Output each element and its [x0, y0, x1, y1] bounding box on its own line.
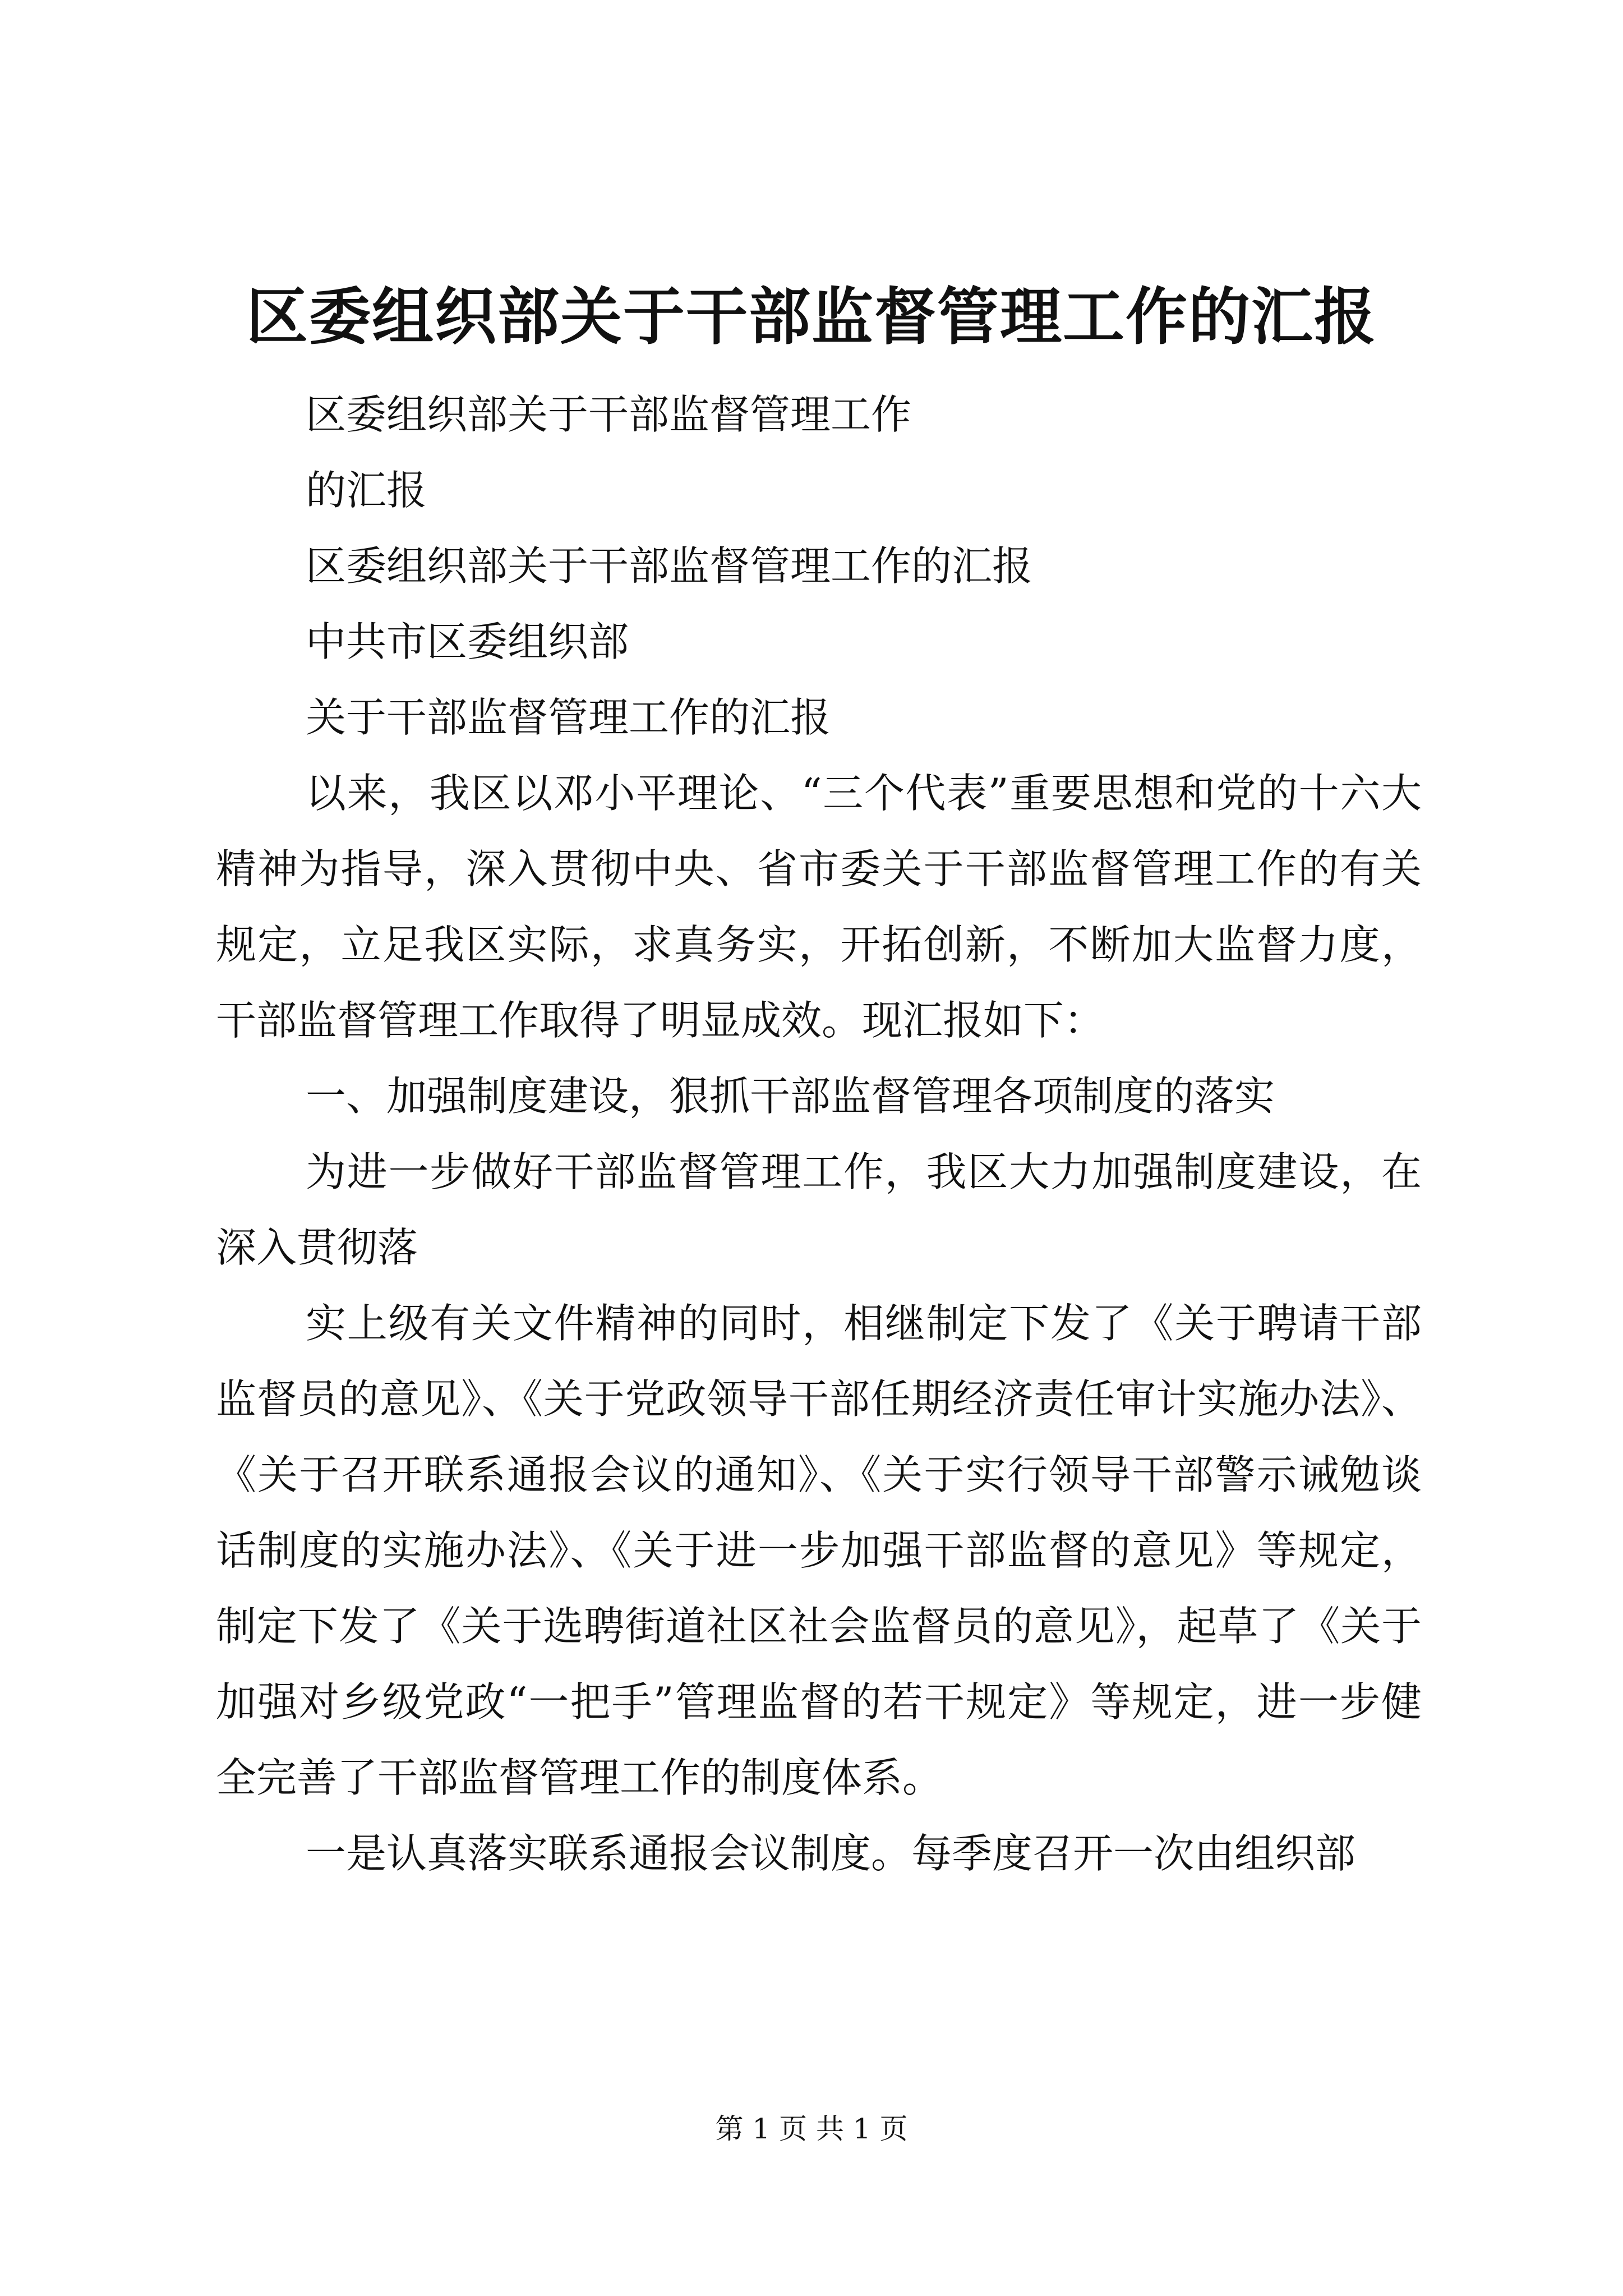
section-heading-1: 一、加强制度建设，狠抓干部监督管理各项制度的落实 — [306, 1073, 1275, 1120]
paragraph-point-one: 一是认真落实联系通报会议制度。每季度召开一次由组织部 — [306, 1830, 1356, 1877]
page-number-footer: 第 1 页 共 1 页 — [715, 2113, 908, 2145]
paragraph-report-heading: 关于干部监督管理工作的汇报 — [306, 694, 831, 741]
paragraph-repeated-title: 区委组织部关于干部监督管理工作的汇报 — [306, 542, 1033, 590]
paragraph-subtitle-line-1: 区委组织部关于干部监督管理工作 — [306, 391, 912, 438]
paragraph-introduction: 以来，我区以邓小平理论、“三个代表”重要思想和党的十六大精神为指导，深入贯彻中央、省市委关于干部监督管理工作的有关规定，立足我区实际，求真务实，开拓创新，不断加大监督力度，干部监督管理工作取得了明显成效。现汇报如下： — [216, 770, 1422, 1044]
document-title: 区委组织部关于干部监督管理工作的汇报 — [246, 280, 1377, 353]
paragraph-section-1-intro: 为进一步做好干部监督管理工作，我区大力加强制度建设，在深入贯彻落 — [216, 1148, 1422, 1271]
paragraph-issuer: 中共市区委组织部 — [306, 618, 629, 665]
paragraph-regulations-list: 实上级有关文件精神的同时，相继制定下发了《关于聘请干部监督员的意见》、《关于党政领导干部任期经济责任审计实施办法》、《关于召开联系通报会议的通知》、《关于实行领导干部警示诫勉谈话制度的实施办法》、《关于进一步加强干部监督的意见》等规定，制定下发了《关于选聘街道社区社会监督员的意见》，起草了《关于加强对乡级党政“一把手”管理监督的若干规定》等规定，进一步健全完善了干部监督管理工作的制度体系。 — [216, 1300, 1422, 1801]
document-body — [216, 377, 1422, 1892]
paragraph-subtitle-line-2: 的汇报 — [306, 467, 427, 514]
